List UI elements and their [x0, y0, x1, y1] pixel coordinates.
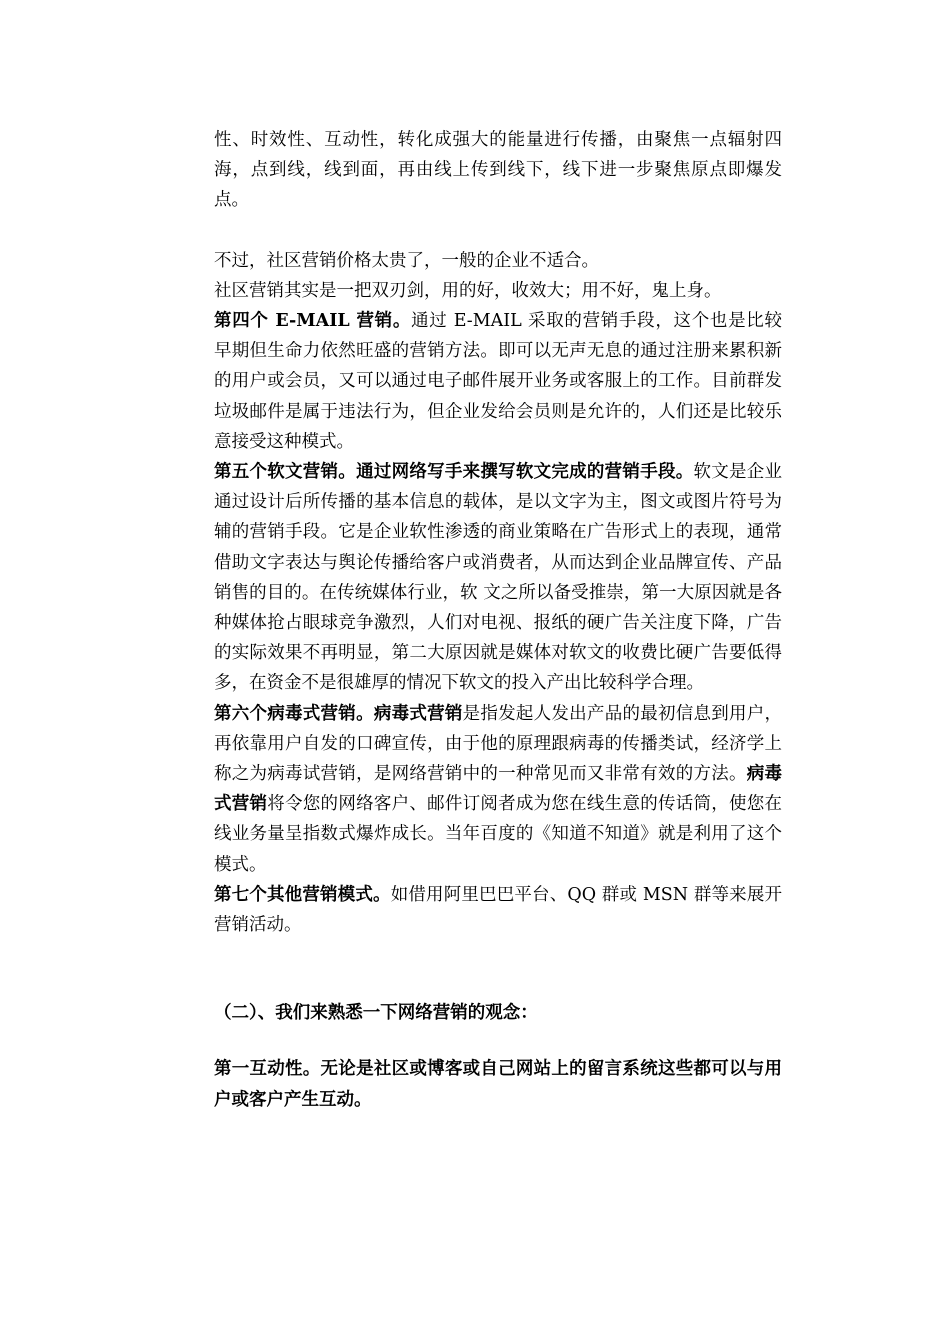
paragraph-interactivity: 第一互动性。无论是社区或博客或自己网站上的留言系统这些都可以与用户或客户产生互动。: [214, 1059, 782, 1110]
paragraph-spacer: [214, 1028, 782, 1054]
viral-marketing-term: 病毒式营销: [214, 764, 783, 815]
viral-marketing-body: 将令您的网络客户、邮件订阅者成为您在线生意的传话筒，使您在线业务量呈指数式爆炸成长。当年百度的《知道不知道》就是利用了这个模式。: [214, 794, 783, 875]
viral-marketing-term: 病毒式营销: [373, 703, 463, 724]
document-page: [214, 125, 782, 1115]
soft-article-body: 软文是企业通过设计后所传播的基本信息的载体，是以文字为主，图文或图片符号为辅的营销手段。它是企业软性渗透的商业策略在广告形式上的表现，通常借助文字表达与舆论传播给客户或消费者，从而达到企业品牌宣传、产品销售的目的。在传统媒体行业，软 文之所以备受推崇，第一大原因就是各种媒体抢占眼球竞争激烈，人们对电视、报纸的硬广告关注度下降，广告的实际效果不再明显，第二大原因就是媒体对软文的收费比硬广告要低得多，在资金不是很雄厚的情况下软文的投入产出比较科学合理。: [214, 462, 783, 694]
email-marketing-body: 通过 E-MAIL 采取的营销手段，这个也是比较早期但生命力依然旺盛的营销方法。即可以无声无息的通过注册来累积新的用户或会员，又可以通过电子邮件展开业务或客服上的工作。目前群发垃圾邮件是属于违法行为，但企业发给会员则是允许的，人们还是比较乐意接受这种模式。: [214, 311, 782, 452]
paragraph-soft-article-marketing: [214, 457, 782, 699]
email-marketing-heading: 第四个 E-MAIL 营销。: [214, 311, 412, 332]
paragraph-spacer: [214, 940, 782, 998]
paragraph-viral-marketing: [214, 699, 782, 880]
viral-marketing-heading: 第六个病毒式营销。: [214, 703, 374, 724]
paragraph-other-marketing: [214, 880, 782, 940]
paragraph-intro: 性、时效性、互动性，转化成强大的能量进行传播，由聚焦一点辐射四海，点到线，线到面，再由线上传到线下，线下进一步聚焦原点即爆发点。: [214, 130, 782, 211]
paragraph-spacer: [214, 216, 782, 246]
other-marketing-heading: 第七个其他营销模式。: [214, 884, 391, 905]
viral-marketing-body: 是指发起人发出产品的最初信息到用户，再依靠用户自发的口碑宣传，由于他的原理跟病毒的传播类试，经济学上称之为病毒试营销，是网络营销中的一种常见而又非常有效的方法。: [214, 703, 783, 785]
paragraph-community-cost: 不过，社区营销价格太贵了，一般的企业不适合。: [214, 250, 599, 271]
other-marketing-body: 如借用阿里巴巴平台、QQ 群或 MSN 群等来展开营销活动。: [214, 884, 782, 936]
soft-article-heading: 第五个软文营销。通过网络写手来撰写软文完成的营销手段。: [214, 462, 694, 483]
paragraph-email-marketing: [214, 306, 782, 457]
paragraph-community-double-edged: 社区营销其实是一把双刃剑，用的好，收效大；用不好，鬼上身。: [214, 280, 722, 301]
section-heading: （二）、我们来熟悉一下网络营销的观念：: [214, 1003, 538, 1024]
